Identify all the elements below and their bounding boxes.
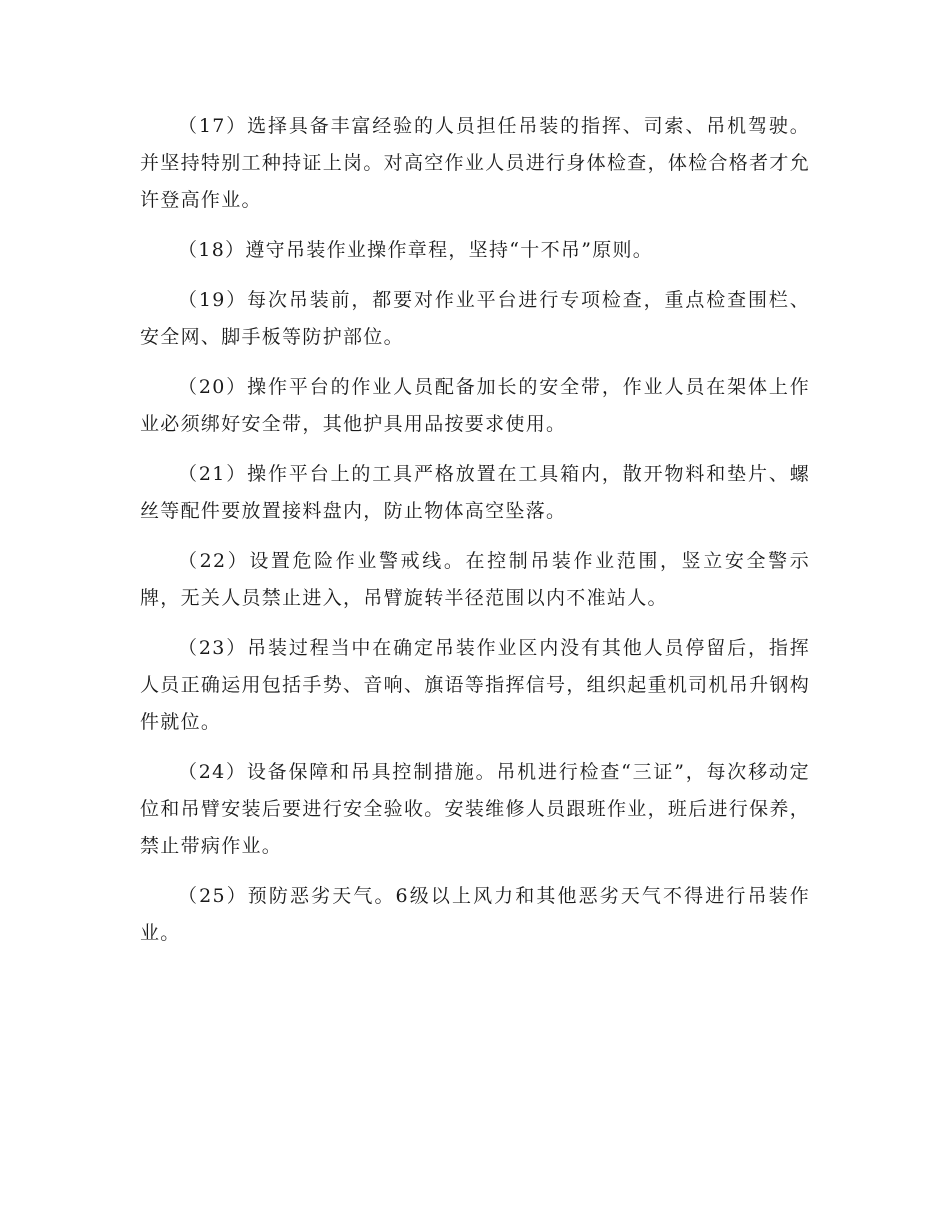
paragraph-18: （18）遵守吊装作业操作章程，坚持“十不吊”原则。 bbox=[178, 239, 654, 261]
paragraph-22: （22）设置危险作业警戒线。在控制吊装作业范围，竖立安全警示牌，无关人员禁止进入，吊臂旋转半径范围以内不准站人。 bbox=[140, 550, 810, 609]
paragraph-23: （23）吊装过程当中在确定吊装作业区内没有其他人员停留后，指挥人员正确运用包括手势、音响、旗语等指挥信号，组织起重机司机吊升钢构件就位。 bbox=[140, 637, 810, 733]
paragraph-17: （17）选择具备丰富经验的人员担任吊装的指挥、司索、吊机驾驶。并坚持特别工种持证上岗。对高空作业人员进行身体检查，体检合格者才允许登高作业。 bbox=[140, 115, 810, 211]
document-body bbox=[140, 108, 810, 965]
paragraph-19: （19）每次吊装前，都要对作业平台进行专项检查，重点检查围栏、安全网、脚手板等防护部位。 bbox=[140, 289, 810, 348]
paragraph-24: （24）设备保障和吊具控制措施。吊机进行检查“三证”，每次移动定位和吊臂安装后要进行安全验收。安装维修人员跟班作业，班后进行保养，禁止带病作业。 bbox=[140, 761, 810, 857]
paragraph-25: （25）预防恶劣天气。6级以上风力和其他恶劣天气不得进行吊装作业。 bbox=[140, 885, 810, 944]
paragraph-21: （21）操作平台上的工具严格放置在工具箱内，散开物料和垫片、螺丝等配件要放置接料盘内，防止物体高空坠落。 bbox=[140, 463, 810, 522]
paragraph-20: （20）操作平台的作业人员配备加长的安全带，作业人员在架体上作业必须绑好安全带，其他护具用品按要求使用。 bbox=[140, 376, 810, 435]
